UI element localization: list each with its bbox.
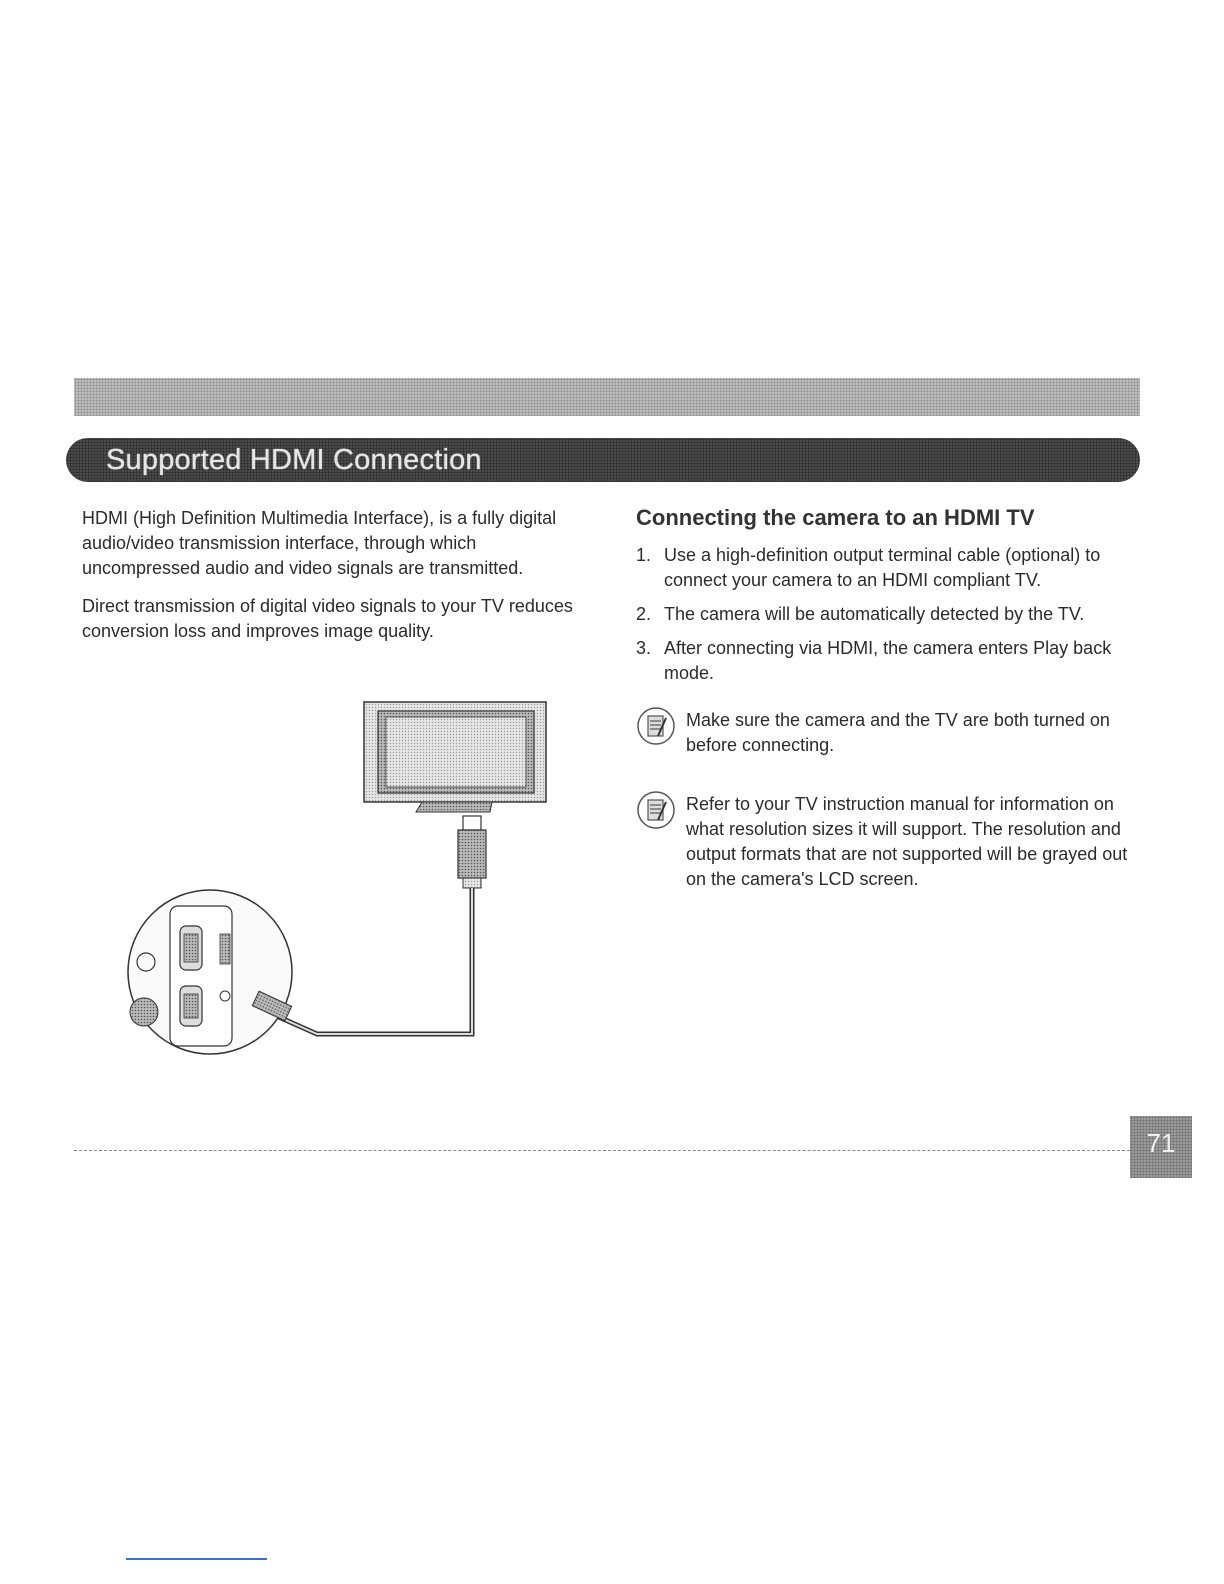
instructions-column xyxy=(636,503,1136,892)
hdmi-cable xyxy=(272,888,472,1034)
hdmi-plug-icon xyxy=(458,816,486,888)
step-text: After connecting via HDMI, the camera enters Play back mode. xyxy=(664,638,1112,683)
step-number: 1. xyxy=(636,545,652,565)
page-number: 71 xyxy=(1130,1116,1192,1178)
step-item xyxy=(636,543,1136,593)
intro-column xyxy=(82,506,582,657)
step-item xyxy=(636,636,1136,686)
intro-paragraph: Direct transmission of digital video signals to your TV reduces conversion loss and improves image quality. xyxy=(82,596,573,641)
step-text: The camera will be automatically detected by the TV. xyxy=(664,604,1085,624)
tv-icon xyxy=(364,702,546,812)
steps-list xyxy=(636,543,1136,686)
intro-paragraph: HDMI (High Definition Multimedia Interface), is a fully digital audio/video transmission interface, through which uncompressed audio and video signals are transmitted. xyxy=(82,508,557,578)
section-heading: Connecting the camera to an HDMI TV xyxy=(636,505,1035,530)
step-text: Use a high-definition output terminal cable (optional) to connect your camera to an HDMI compliant TV. xyxy=(664,545,1101,590)
note-text: Make sure the camera and the TV are both turned on before connecting. xyxy=(686,710,1110,755)
step-item xyxy=(636,602,1136,627)
note xyxy=(636,708,1136,758)
note-icon xyxy=(636,790,676,830)
hdmi-connection-illustration xyxy=(122,694,562,1064)
page-title: Supported HDMI Connection xyxy=(106,444,482,476)
note-text: Refer to your TV instruction manual for information on what resolution sizes it will support. The resolution and output formats that are not supported will be grayed out on the camera's LCD screen. xyxy=(686,794,1128,889)
camera-port-closeup xyxy=(128,890,292,1054)
section-title-bar xyxy=(66,438,1140,482)
step-number: 3. xyxy=(636,638,652,658)
footer-divider xyxy=(74,1150,1130,1151)
note xyxy=(636,792,1136,892)
header-band xyxy=(74,378,1140,416)
note-icon xyxy=(636,706,676,746)
step-number: 2. xyxy=(636,604,652,624)
bottom-rule xyxy=(126,1558,267,1560)
